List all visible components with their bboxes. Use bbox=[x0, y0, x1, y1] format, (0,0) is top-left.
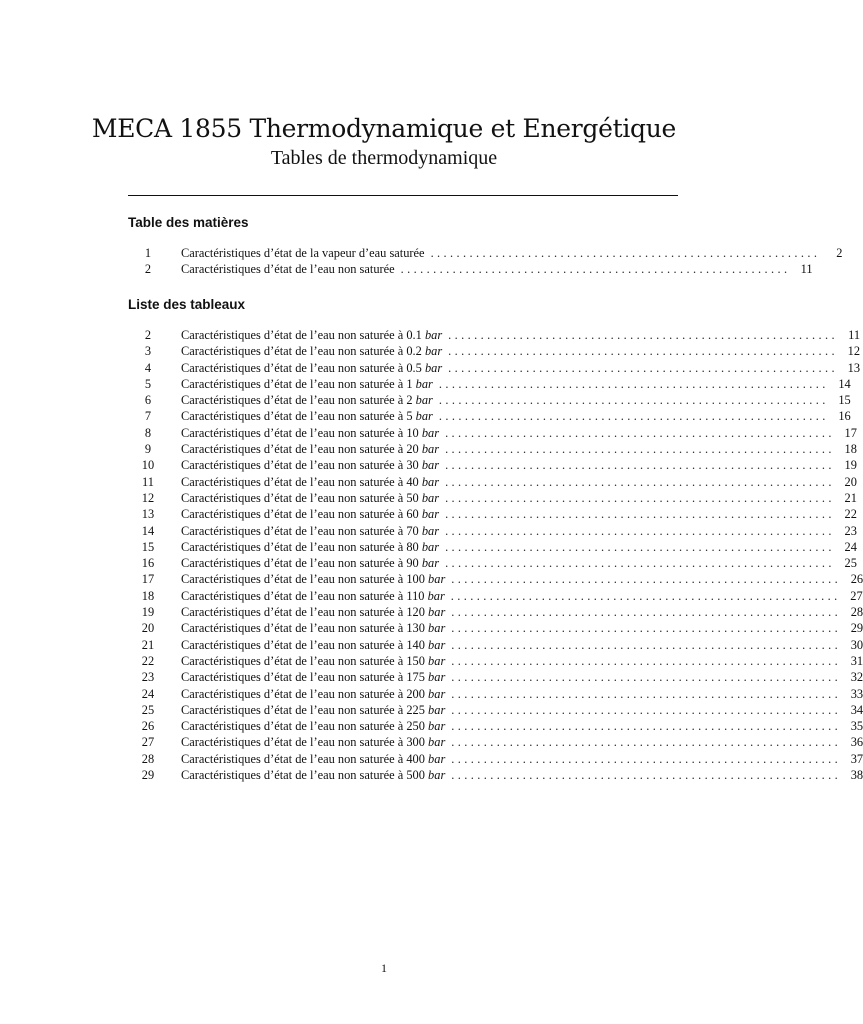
toc-entry[interactable] bbox=[128, 686, 863, 702]
dot-leader: ............................................................ bbox=[445, 442, 835, 457]
document-title: MECA 1855 Thermodynamique et Energétique bbox=[91, 114, 677, 143]
entry-number: 21 bbox=[141, 637, 155, 652]
entry-unit: bar bbox=[421, 523, 440, 538]
entry-unit: bar bbox=[421, 458, 440, 473]
toc-entry[interactable] bbox=[128, 261, 813, 277]
entry-title-text: Caractéristiques d’état de l’eau non saturée à 110 bbox=[181, 588, 425, 603]
entry-number: 27 bbox=[141, 735, 155, 750]
toc-entry[interactable] bbox=[128, 441, 857, 457]
entry-title-text: Caractéristiques d’état de l’eau non saturée à 40 bbox=[181, 474, 419, 489]
toc-entry[interactable] bbox=[128, 457, 857, 473]
entry-page-number: 37 bbox=[850, 751, 863, 766]
entry-page-number: 13 bbox=[847, 360, 861, 375]
entry-title bbox=[168, 718, 445, 734]
entry-title-text: Caractéristiques d’état de l’eau non saturée à 140 bbox=[181, 637, 425, 652]
dot-leader: ............................................................ bbox=[445, 490, 835, 505]
entry-page-number: 38 bbox=[850, 768, 863, 783]
entry-unit: bar bbox=[428, 702, 446, 717]
dot-leader: ............................................................ bbox=[445, 458, 835, 473]
entry-title bbox=[168, 555, 439, 571]
entry-unit: bar bbox=[415, 376, 433, 391]
entry-title-text: Caractéristiques d’état de l’eau non saturée à 0.1 bbox=[181, 328, 422, 342]
entry-title-text: Caractéristiques d’état de l’eau non saturée à 130 bbox=[181, 621, 425, 636]
entry-number: 23 bbox=[141, 670, 155, 685]
entry-title-text: Caractéristiques d’état de l’eau non saturée à 0.2 bbox=[181, 344, 422, 359]
dot-leader: ............................................................ bbox=[445, 523, 835, 538]
dot-leader: ............................................................ bbox=[451, 621, 842, 636]
entry-title-text: Caractéristiques d’état de l’eau non saturée à 175 bbox=[181, 670, 425, 685]
entry-number: 3 bbox=[144, 344, 152, 359]
entry-number: 8 bbox=[144, 425, 152, 440]
entry-title-text: Caractéristiques d’état de l’eau non saturée à 200 bbox=[181, 686, 425, 701]
entry-title bbox=[168, 523, 439, 539]
entry-title bbox=[168, 425, 439, 441]
entry-title-text: Caractéristiques d’état de l’eau non saturée à 500 bbox=[181, 768, 425, 783]
entry-title bbox=[168, 767, 445, 783]
entry-page-number: 26 bbox=[850, 572, 863, 587]
entry-unit: bar bbox=[428, 653, 446, 668]
entry-title bbox=[168, 360, 442, 376]
dot-leader: ............................................................ bbox=[451, 719, 842, 734]
entry-number: 22 bbox=[141, 653, 155, 668]
entry-page-number: 32 bbox=[850, 670, 863, 685]
dot-leader: ............................................................ bbox=[445, 507, 835, 522]
dot-leader: ............................................................ bbox=[451, 572, 842, 587]
dot-leader: ............................................................ bbox=[451, 605, 842, 620]
entry-number: 9 bbox=[144, 442, 152, 457]
dot-leader: ............................................................ bbox=[445, 539, 835, 554]
entry-page-number: 34 bbox=[850, 702, 863, 717]
document-subtitle: Tables de thermodynamique bbox=[270, 147, 498, 169]
entry-page-number: 19 bbox=[844, 458, 857, 473]
entry-number: 16 bbox=[141, 556, 155, 571]
entry-title-text: Caractéristiques d’état de l’eau non saturée à 150 bbox=[181, 653, 425, 668]
entry-title-text: Caractéristiques d’état de l’eau non saturée à 250 bbox=[181, 719, 425, 734]
dot-leader: ............................................................ bbox=[451, 768, 842, 783]
entry-page-number: 24 bbox=[844, 539, 857, 554]
toc-entry[interactable] bbox=[128, 555, 857, 571]
entry-number: 2 bbox=[144, 262, 152, 277]
entry-number: 25 bbox=[141, 702, 155, 717]
entry-title-text: Caractéristiques d’état de l’eau non saturée à 1 bbox=[181, 376, 413, 391]
entry-page-number: 2 bbox=[836, 246, 843, 260]
entry-page-number: 35 bbox=[850, 719, 863, 734]
dot-leader: ............................................................ bbox=[451, 735, 842, 750]
toc-entry[interactable] bbox=[128, 571, 863, 587]
entry-title-text: Caractéristiques d’état de l’eau non saturée à 5 bbox=[181, 409, 413, 424]
entry-number: 1 bbox=[144, 246, 152, 260]
entry-title bbox=[168, 327, 442, 343]
entry-page-number: 17 bbox=[844, 425, 857, 440]
dot-leader: ............................................................ bbox=[450, 588, 841, 603]
toc-entry[interactable] bbox=[128, 637, 863, 653]
contents-heading: Table des matières bbox=[128, 215, 249, 230]
tables-list bbox=[128, 327, 863, 783]
entry-title-text: Caractéristiques d’état de l’eau non saturée à 400 bbox=[181, 751, 425, 766]
dot-leader: ............................................................ bbox=[400, 262, 791, 277]
entry-page-number: 22 bbox=[844, 507, 857, 522]
entry-page-number: 27 bbox=[850, 588, 863, 603]
entry-number: 12 bbox=[141, 490, 155, 505]
dot-leader: ............................................................ bbox=[451, 670, 842, 685]
entry-page-number: 31 bbox=[850, 653, 863, 668]
entry-page-number: 20 bbox=[844, 474, 857, 489]
dot-leader: ............................................................ bbox=[430, 246, 821, 260]
entry-title bbox=[168, 490, 439, 506]
dot-leader: ............................................................ bbox=[451, 702, 842, 717]
entry-title bbox=[168, 571, 445, 587]
toc-entry[interactable] bbox=[128, 506, 857, 522]
entry-number: 29 bbox=[141, 768, 155, 783]
toc-entry[interactable] bbox=[128, 653, 863, 669]
entry-unit: bar bbox=[421, 507, 440, 522]
entry-title bbox=[168, 588, 445, 604]
toc-entry[interactable] bbox=[128, 408, 851, 424]
entry-title-text: Caractéristiques d’état de l’eau non saturée à 10 bbox=[181, 425, 419, 440]
dot-leader: ............................................................ bbox=[448, 328, 839, 342]
entry-page-number: 12 bbox=[847, 344, 861, 359]
entry-number: 5 bbox=[144, 376, 152, 391]
entry-title bbox=[168, 734, 445, 750]
dot-leader: ............................................................ bbox=[438, 393, 829, 408]
entry-unit: bar bbox=[428, 572, 446, 587]
entry-number: 18 bbox=[141, 588, 155, 603]
entry-unit: bar bbox=[428, 768, 446, 783]
entry-title bbox=[168, 506, 439, 522]
entry-page-number: 11 bbox=[848, 328, 861, 342]
entry-page-number: 36 bbox=[850, 735, 863, 750]
entry-title-text: Caractéristiques d’état de l’eau non saturée à 2 bbox=[181, 393, 413, 408]
toc-entry[interactable] bbox=[128, 343, 861, 359]
entry-title-text: Caractéristiques d’état de l’eau non saturée à 20 bbox=[181, 442, 419, 457]
toc-entry[interactable] bbox=[128, 751, 863, 767]
entry-title-text: Caractéristiques d’état de la vapeur d’eau saturée bbox=[181, 246, 425, 260]
dot-leader: ............................................................ bbox=[448, 344, 839, 359]
entry-page-number: 29 bbox=[850, 621, 863, 636]
entry-number: 14 bbox=[141, 523, 155, 538]
title-divider bbox=[128, 195, 678, 196]
dot-leader: ............................................................ bbox=[438, 409, 829, 424]
entry-unit: bar bbox=[424, 344, 443, 359]
entry-title bbox=[168, 441, 439, 457]
entry-title bbox=[168, 408, 433, 424]
entry-number: 19 bbox=[141, 605, 155, 620]
entry-page-number: 30 bbox=[850, 637, 863, 652]
entry-title-text: Caractéristiques d’état de l’eau non saturée à 80 bbox=[181, 539, 419, 554]
toc-entry[interactable] bbox=[128, 523, 857, 539]
entry-number: 11 bbox=[142, 474, 154, 489]
entry-unit: bar bbox=[421, 556, 440, 571]
entry-title-text: Caractéristiques d’état de l’eau non saturée à 300 bbox=[181, 735, 425, 750]
toc-entry[interactable] bbox=[128, 425, 857, 441]
entry-title-text: Caractéristiques d’état de l’eau non saturée à 120 bbox=[181, 605, 425, 620]
toc-entry[interactable] bbox=[128, 604, 863, 620]
dot-leader: ............................................................ bbox=[451, 686, 842, 701]
entry-number: 15 bbox=[141, 539, 155, 554]
entry-title bbox=[168, 751, 445, 767]
entry-title bbox=[168, 392, 433, 408]
toc-entry[interactable] bbox=[128, 327, 861, 343]
entry-unit: bar bbox=[421, 490, 440, 505]
toc-entry[interactable] bbox=[128, 767, 863, 783]
entry-unit: bar bbox=[421, 539, 440, 554]
entry-title bbox=[168, 686, 445, 702]
entry-title-text: Caractéristiques d’état de l’eau non saturée bbox=[181, 262, 395, 277]
entry-title-text: Caractéristiques d’état de l’eau non saturée à 60 bbox=[181, 507, 419, 522]
dot-leader: ............................................................ bbox=[448, 360, 839, 375]
entry-unit: bar bbox=[428, 605, 446, 620]
toc-entry[interactable] bbox=[128, 669, 863, 685]
entry-unit: bar bbox=[415, 393, 433, 408]
entry-page-number: 21 bbox=[844, 490, 857, 505]
entry-title-text: Caractéristiques d’état de l’eau non saturée à 50 bbox=[181, 490, 419, 505]
dot-leader: ............................................................ bbox=[451, 653, 842, 668]
entry-unit: bar bbox=[421, 442, 440, 457]
toc-entry[interactable] bbox=[128, 376, 851, 392]
dot-leader: ............................................................ bbox=[445, 425, 835, 440]
dot-leader: ............................................................ bbox=[451, 637, 842, 652]
entry-title bbox=[168, 653, 445, 669]
toc-entry[interactable] bbox=[128, 734, 863, 750]
contents-list bbox=[128, 245, 843, 278]
entry-unit: bar bbox=[428, 686, 446, 701]
entry-unit: bar bbox=[428, 751, 446, 766]
entry-title-text: Caractéristiques d’état de l’eau non saturée à 90 bbox=[181, 556, 419, 571]
entry-unit: bar bbox=[424, 328, 443, 342]
tables-heading: Liste des tableaux bbox=[128, 297, 246, 312]
entry-page-number: 14 bbox=[838, 376, 851, 391]
entry-page-number: 18 bbox=[844, 442, 857, 457]
toc-entry[interactable] bbox=[128, 245, 843, 261]
entry-unit: bar bbox=[421, 474, 440, 489]
entry-page-number: 28 bbox=[850, 605, 863, 620]
entry-title bbox=[168, 702, 445, 718]
entry-title bbox=[168, 457, 439, 473]
entry-unit: bar bbox=[415, 409, 433, 424]
entry-page-number: 25 bbox=[844, 556, 857, 571]
toc-entry[interactable] bbox=[128, 702, 863, 718]
entry-number: 6 bbox=[144, 393, 152, 408]
entry-title bbox=[168, 637, 445, 653]
entry-number: 4 bbox=[144, 360, 152, 375]
entry-unit: bar bbox=[421, 425, 440, 440]
entry-title bbox=[168, 376, 433, 392]
entry-unit: bar bbox=[428, 670, 446, 685]
entry-title bbox=[168, 669, 445, 685]
entry-title-text: Caractéristiques d’état de l’eau non saturée à 100 bbox=[181, 572, 425, 587]
entry-page-number: 16 bbox=[838, 409, 851, 424]
entry-title bbox=[168, 245, 425, 261]
entry-page-number: 33 bbox=[850, 686, 863, 701]
toc-entry[interactable] bbox=[128, 392, 851, 408]
entry-number: 13 bbox=[141, 507, 155, 522]
entry-title-text: Caractéristiques d’état de l’eau non saturée à 0.5 bbox=[181, 360, 422, 375]
entry-page-number: 15 bbox=[838, 393, 851, 408]
entry-page-number: 11 bbox=[800, 262, 813, 277]
entry-page-number: 23 bbox=[844, 523, 857, 538]
entry-number: 17 bbox=[141, 572, 155, 587]
entry-title-text: Caractéristiques d’état de l’eau non saturée à 225 bbox=[181, 702, 425, 717]
dot-leader: ............................................................ bbox=[438, 376, 829, 391]
toc-entry[interactable] bbox=[128, 474, 857, 490]
entry-number: 26 bbox=[141, 719, 155, 734]
entry-unit: bar bbox=[428, 719, 446, 734]
entry-number: 24 bbox=[141, 686, 155, 701]
entry-title-text: Caractéristiques d’état de l’eau non saturée à 70 bbox=[181, 523, 419, 538]
entry-title-text: Caractéristiques d’état de l’eau non saturée à 30 bbox=[181, 458, 419, 473]
entry-number: 20 bbox=[141, 621, 155, 636]
entry-title bbox=[168, 343, 442, 359]
toc-entry[interactable] bbox=[128, 718, 863, 734]
entry-number: 10 bbox=[141, 458, 155, 473]
dot-leader: ............................................................ bbox=[451, 751, 842, 766]
toc-entry[interactable] bbox=[128, 588, 863, 604]
entry-unit: bar bbox=[428, 735, 446, 750]
toc-entry[interactable] bbox=[128, 490, 857, 506]
entry-title bbox=[168, 539, 439, 555]
dot-leader: ............................................................ bbox=[445, 556, 835, 571]
entry-title bbox=[168, 261, 395, 277]
entry-title bbox=[168, 604, 445, 620]
toc-entry[interactable] bbox=[128, 539, 857, 555]
dot-leader: ............................................................ bbox=[445, 474, 835, 489]
entry-unit: bar bbox=[424, 360, 443, 375]
toc-entry[interactable] bbox=[128, 360, 861, 376]
entry-unit: bar bbox=[428, 621, 446, 636]
entry-unit: bar bbox=[427, 588, 445, 603]
toc-entry[interactable] bbox=[128, 620, 863, 636]
entry-number: 7 bbox=[144, 409, 152, 424]
entry-title bbox=[168, 620, 445, 636]
entry-number: 2 bbox=[144, 328, 152, 342]
entry-number: 28 bbox=[141, 751, 155, 766]
entry-title bbox=[168, 474, 439, 490]
page-number: 1 bbox=[381, 961, 387, 975]
entry-unit: bar bbox=[428, 637, 446, 652]
